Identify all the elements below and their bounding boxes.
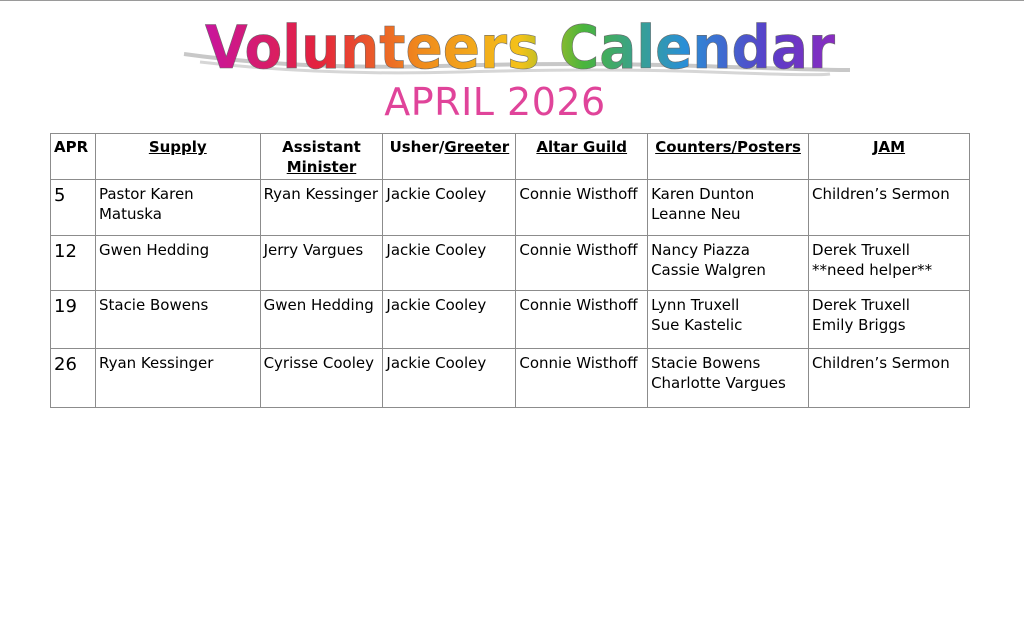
row-jam (809, 236, 970, 291)
row-counter-name: Karen Dunton (651, 185, 755, 203)
header-minister-label: Minister (286, 158, 357, 176)
row-counters (648, 349, 809, 408)
row-counter-name: Charlotte Vargues (651, 374, 786, 392)
row-jam (809, 291, 970, 349)
header-altar-guild (516, 134, 648, 180)
row-counter-name: Lynn Truxell (651, 296, 740, 314)
table-row (51, 180, 970, 236)
row-usher: Jackie Cooley (383, 180, 516, 236)
row-counter-name: Stacie Bowens (651, 354, 761, 372)
header-jam (809, 134, 970, 180)
header-assistant-label: Assistant (282, 138, 361, 156)
title-wordart (180, 10, 860, 82)
header-altar-label: Altar Guild (536, 138, 628, 156)
row-jam-entry: Emily Briggs (812, 316, 906, 334)
row-assistant: Ryan Kessinger (260, 180, 383, 236)
header-usher-greeter (383, 134, 516, 180)
row-counters (648, 291, 809, 349)
row-jam-entry: **need helper** (812, 261, 933, 279)
table-header-row (51, 134, 970, 180)
header-usher-label: Usher/ (389, 138, 445, 156)
row-counters (648, 180, 809, 236)
row-jam-entry: Derek Truxell (812, 296, 910, 314)
header-counters-label: Counters/Posters (655, 138, 801, 156)
table-row (51, 236, 970, 291)
top-rule (0, 0, 1024, 1)
row-altar: Connie Wisthoff (516, 236, 648, 291)
header-supply (95, 134, 260, 180)
row-altar: Connie Wisthoff (516, 349, 648, 408)
volunteer-table (50, 133, 970, 408)
row-date: 5 (51, 180, 96, 236)
row-counter-name: Leanne Neu (651, 205, 741, 223)
row-counters (648, 236, 809, 291)
row-jam (809, 180, 970, 236)
row-usher: Jackie Cooley (383, 236, 516, 291)
row-jam-entry: Derek Truxell (812, 241, 910, 259)
row-supply: Pastor Karen Matuska (95, 180, 260, 236)
row-jam-entry: Children’s Sermon (812, 354, 950, 372)
header-apr: APR (51, 134, 96, 180)
row-jam-entry: Children’s Sermon (812, 185, 950, 203)
table-row (51, 291, 970, 349)
row-supply: Gwen Hedding (95, 236, 260, 291)
header-supply-label: Supply (148, 138, 207, 156)
row-counter-name: Cassie Walgren (651, 261, 766, 279)
row-date: 12 (51, 236, 96, 291)
row-jam (809, 349, 970, 408)
header-assistant-minister (260, 134, 383, 180)
title-banner (180, 10, 860, 82)
row-assistant: Cyrisse Cooley (260, 349, 383, 408)
row-counter-name: Nancy Piazza (651, 241, 750, 259)
row-altar: Connie Wisthoff (516, 180, 648, 236)
header-counters-posters (648, 134, 809, 180)
row-supply: Ryan Kessinger (95, 349, 260, 408)
row-date: 26 (51, 349, 96, 408)
row-usher: Jackie Cooley (383, 349, 516, 408)
row-date: 19 (51, 291, 96, 349)
row-counter-name: Sue Kastelic (651, 316, 743, 334)
page-title: Volunteers Calendar (205, 13, 836, 82)
row-assistant: Jerry Vargues (260, 236, 383, 291)
header-jam-label: JAM (872, 138, 906, 156)
page-subtitle: APRIL 2026 (384, 80, 606, 124)
row-assistant: Gwen Hedding (260, 291, 383, 349)
header-greeter-label: Greeter (444, 138, 510, 156)
row-usher: Jackie Cooley (383, 291, 516, 349)
table-row (51, 349, 970, 408)
row-altar: Connie Wisthoff (516, 291, 648, 349)
row-supply: Stacie Bowens (95, 291, 260, 349)
